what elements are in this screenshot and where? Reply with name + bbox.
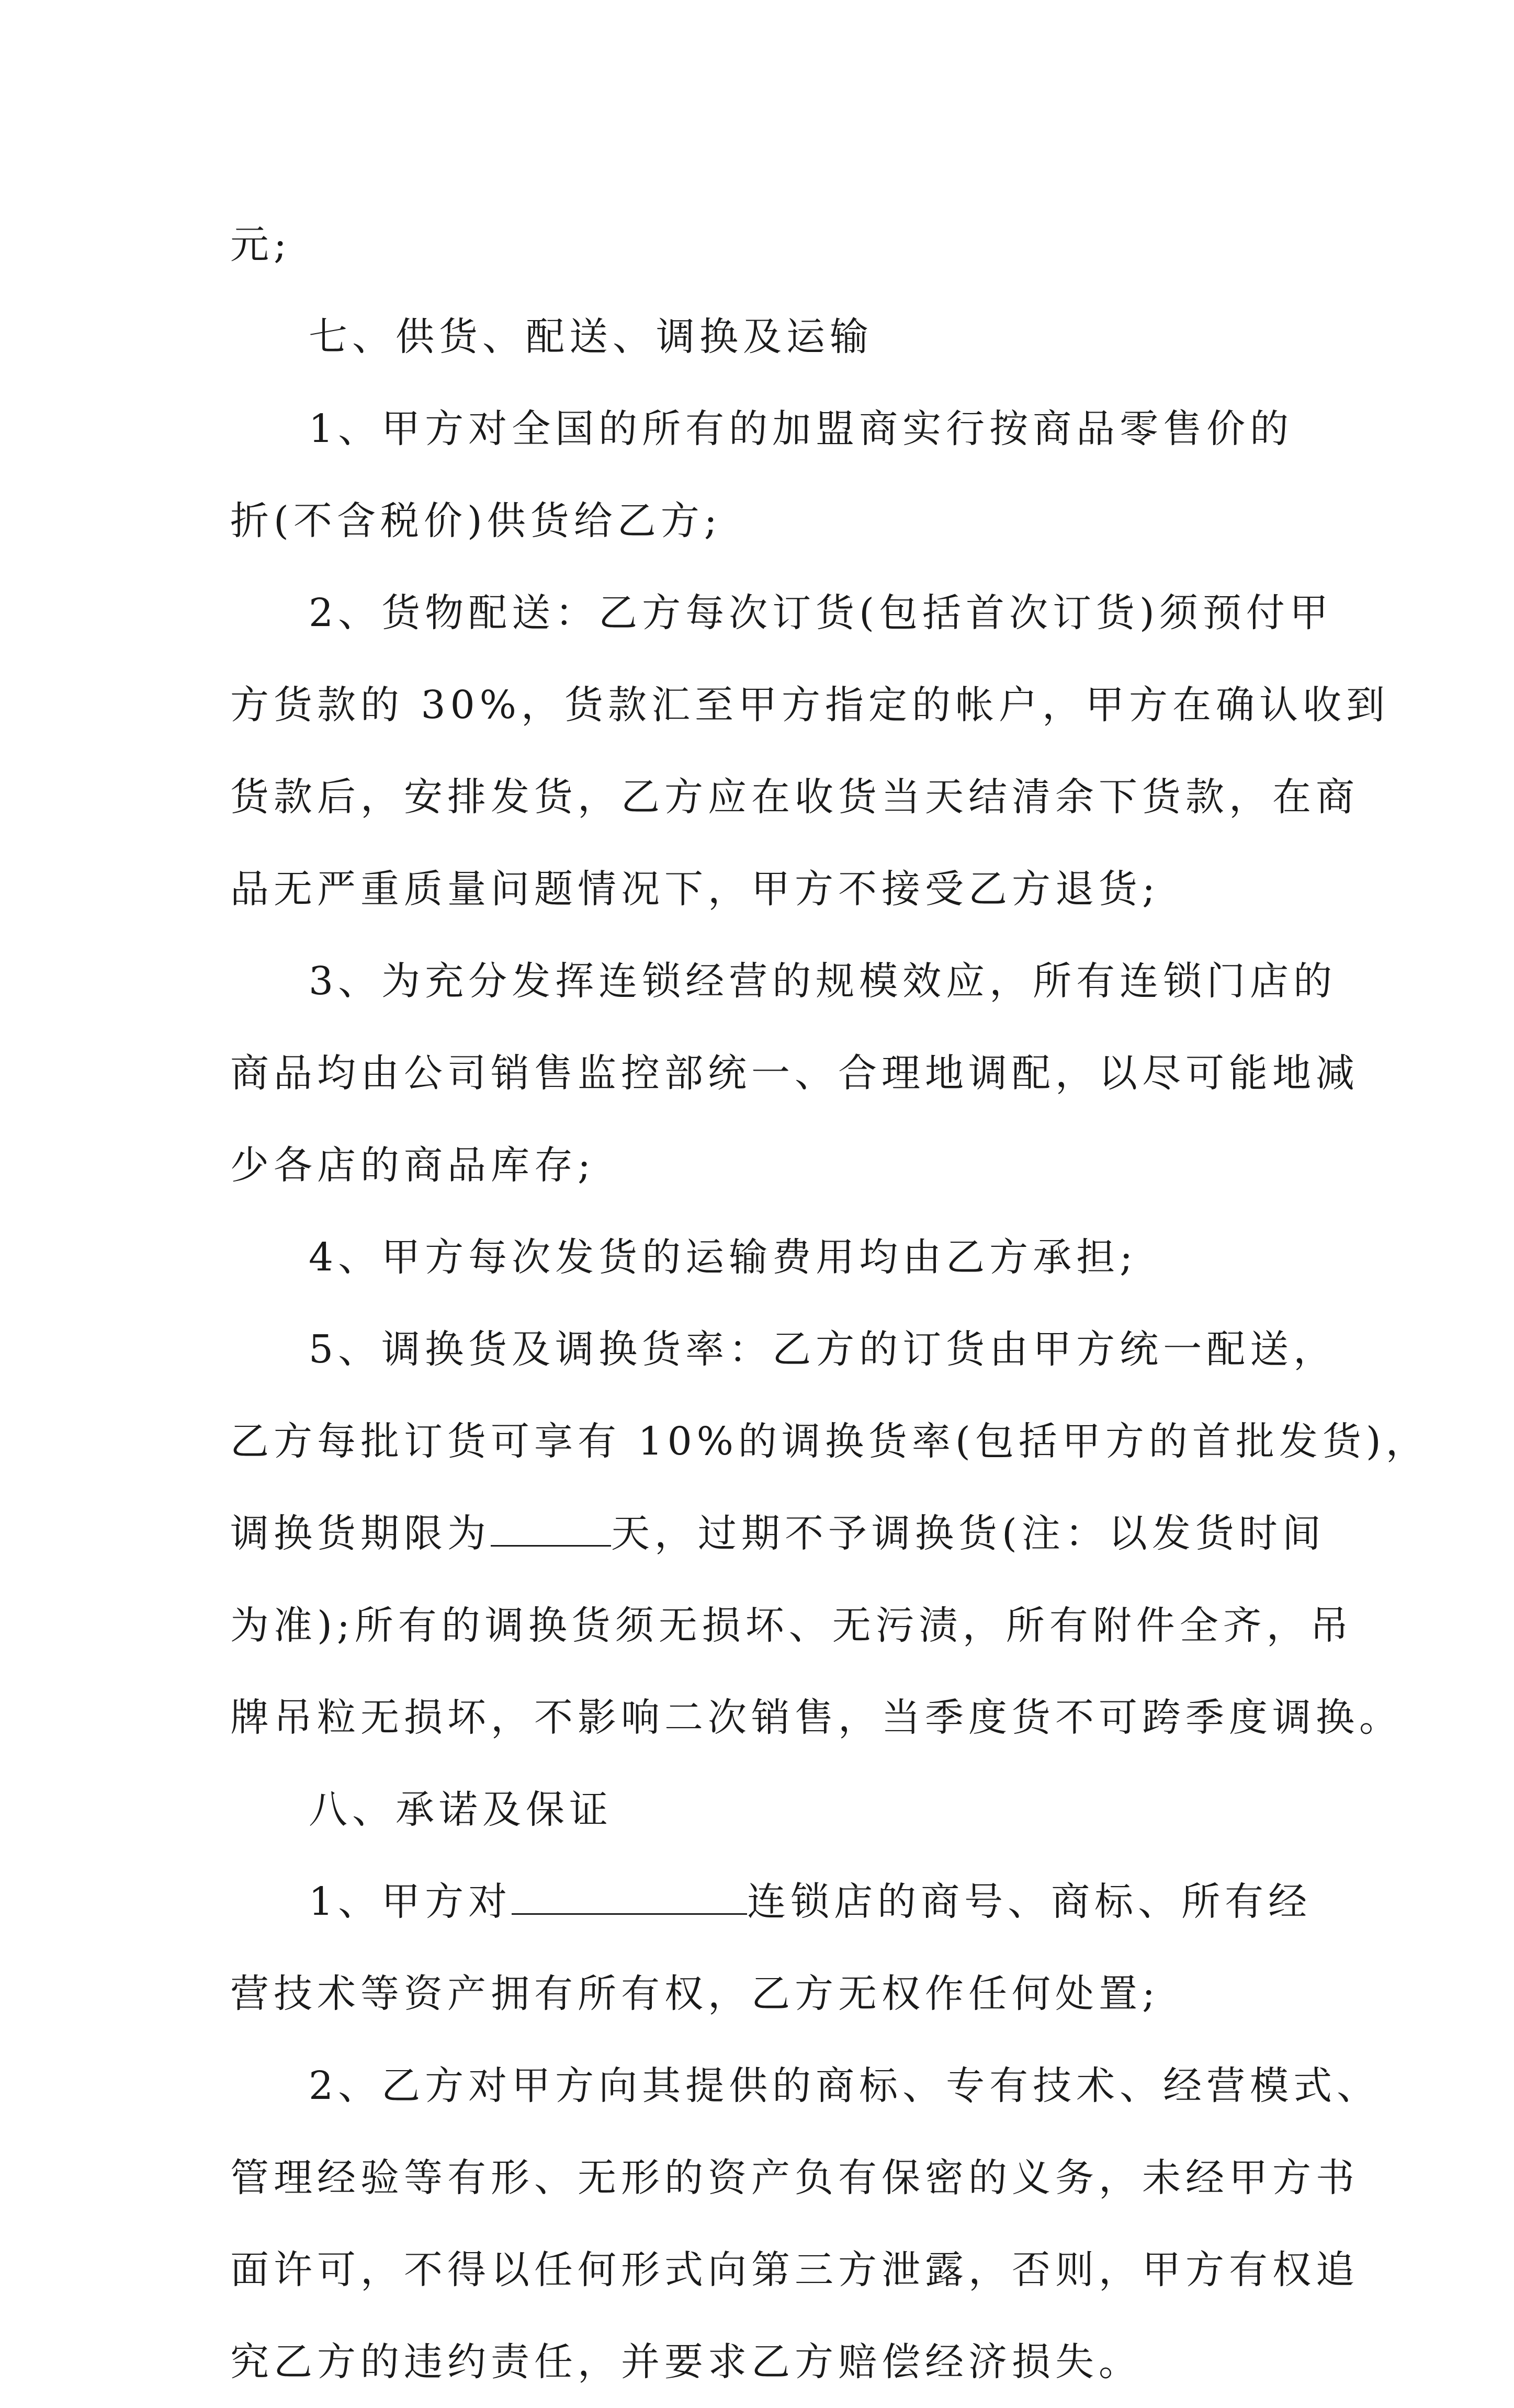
text-line: 2、乙方对甲方向其提供的商标、专有技术、经营模式、: [309, 2063, 1381, 2108]
text-line: 方货款的 30%，货款汇至甲方指定的帐户，甲方在确认收到: [230, 683, 1389, 728]
text-line: 牌吊粒无损坏，不影响二次销售，当季度货不可跨季度调换。: [230, 1695, 1403, 1740]
text-line: 2、货物配送：乙方每次订货(包括首次订货)须预付甲: [309, 590, 1333, 635]
text-line: 3、为充分发挥连锁经营的规模效应，所有连锁门店的: [309, 959, 1337, 1004]
text-segment: 天，过期不予调换货(注：以发货时间: [611, 1511, 1326, 1556]
document-body: [230, 199, 1429, 2408]
text-line: 究乙方的违约责任，并要求乙方赔偿经济损失。: [230, 2339, 1142, 2384]
section-heading: 八、承诺及保证: [309, 1787, 613, 1832]
text-line: 1、甲方对全国的所有的加盟商实行按商品零售价的: [309, 406, 1294, 451]
fill-in-blank-days[interactable]: [491, 1513, 611, 1547]
text-line: 5、调换货及调换货率：乙方的订货由甲方统一配送，: [309, 1327, 1337, 1372]
text-line: 折(不含税价)供货给乙方;: [230, 498, 722, 543]
text-line: 品无严重质量问题情况下，甲方不接受乙方退货;: [230, 867, 1160, 912]
fill-in-blank-store-name[interactable]: [512, 1881, 747, 1915]
text-line-with-blank: [230, 1856, 1312, 1948]
section-heading: 七、供货、配送、调换及运输: [309, 314, 873, 359]
text-segment: 1、甲方对: [309, 1879, 512, 1924]
text-line: 乙方每批订货可享有 10%的调换货率(包括甲方的首批发货)，: [230, 1419, 1429, 1464]
text-line: 少各店的商品库存;: [230, 1143, 595, 1188]
text-line: 为准);所有的调换货须无损坏、无污渍，所有附件全齐，吊: [230, 1603, 1353, 1648]
text-line-with-blank: [230, 1487, 1326, 1580]
text-line: 货款后，安排发货，乙方应在收货当天结清余下货款，在商: [230, 775, 1359, 820]
text-line: 管理经验等有形、无形的资产负有保密的义务，未经甲方书: [230, 2155, 1359, 2200]
text-line: 4、甲方每次发货的运输费用均由乙方承担;: [309, 1235, 1138, 1280]
text-line: 元;: [230, 222, 291, 267]
text-segment: 连锁店的商号、商标、所有经: [747, 1879, 1312, 1924]
text-segment: 调换货期限为: [230, 1511, 491, 1556]
text-line: 面许可，不得以任何形式向第三方泄露，否则，甲方有权追: [230, 2247, 1359, 2292]
text-line: 营技术等资产拥有所有权，乙方无权作任何处置;: [230, 1971, 1160, 2016]
text-line: 商品均由公司销售监控部统一、合理地调配，以尽可能地减: [230, 1051, 1359, 1096]
